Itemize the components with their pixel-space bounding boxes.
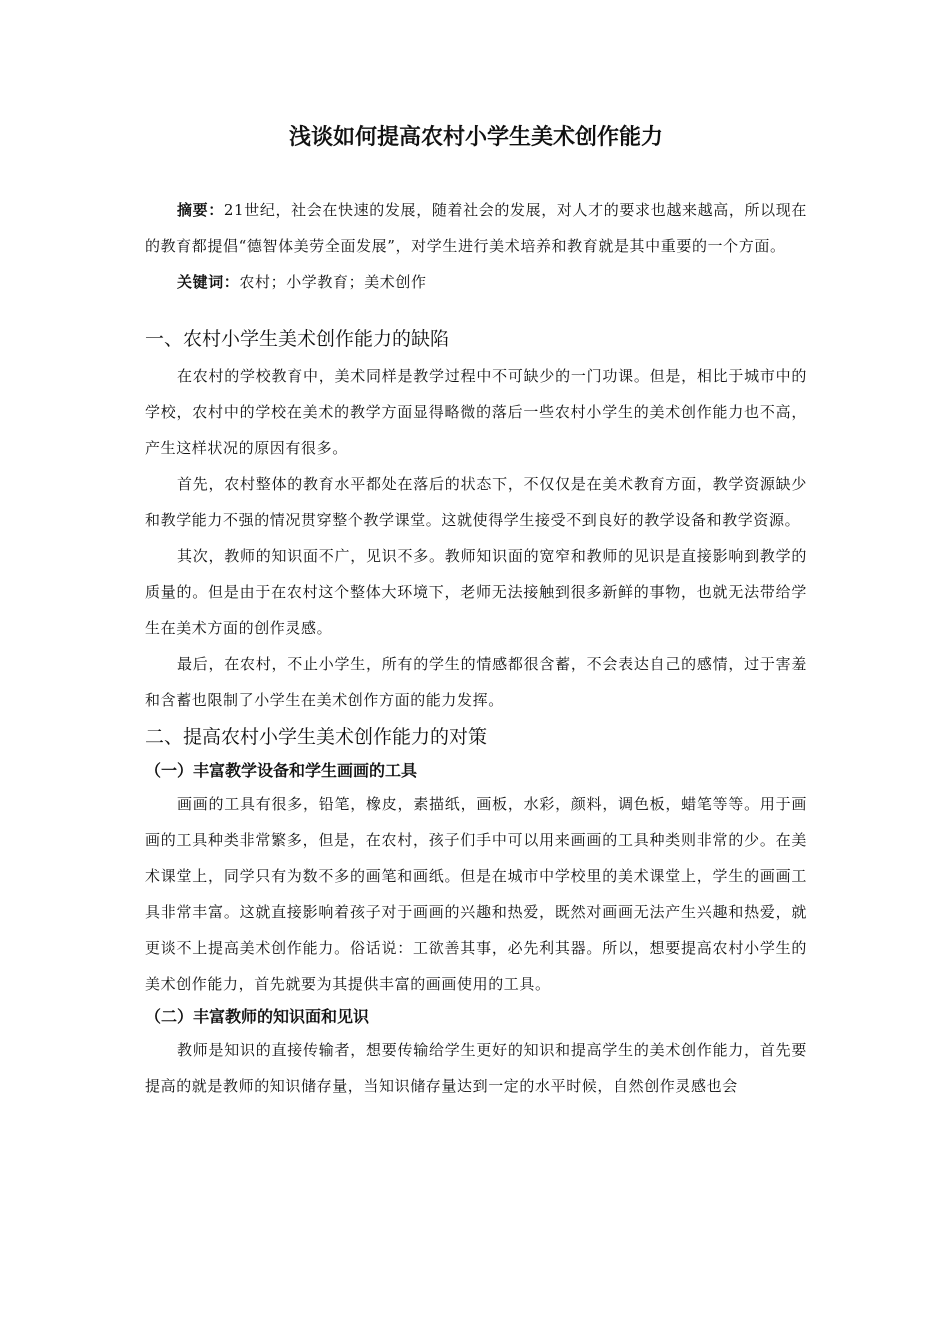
section-1-heading: 一、农村小学生美术创作能力的缺陷	[145, 328, 450, 350]
section-1-paragraph: 其次，教师的知识面不广，见识不多。教师知识面的宽窄和教师的见识是直接影响到教学的质量的。但是由于在农村这个整体大环境下，老师无法接触到很多新鲜的事物，也就无法带给学生在美术方面的创作灵感。	[145, 547, 807, 637]
subsection-2-1-paragraph: 画画的工具有很多，铅笔，橡皮，素描纸，画板，水彩，颜料，调色板，蜡笔等等。用于画画的工具种类非常繁多，但是，在农村，孩子们手中可以用来画画的工具种类则非常的少。在美术课堂上，同学只有为数不多的画笔和画纸。但是在城市中学校里的美术课堂上，学生的画画工具非常丰富。这就直接影响着孩子对于画画的兴趣和热爱，既然对画画无法产生兴趣和热爱，就更谈不上提高美术创作能力。俗话说：工欲善其事，必先利其器。所以，想要提高农村小学生的美术创作能力，首先就要为其提供丰富的画画使用的工具。	[145, 795, 807, 993]
section-2-heading: 二、提高农村小学生美术创作能力的对策	[145, 726, 488, 748]
section-1-paragraph: 在农村的学校教育中，美术同样是教学过程中不可缺少的一门功课。但是，相比于城市中的学校，农村中的学校在美术的教学方面显得略微的落后一些农村小学生的美术创作能力也不高，产生这样状况的原因有很多。	[145, 367, 807, 457]
subsection-2-1-heading: （一）丰富教学设备和学生画画的工具	[145, 761, 418, 780]
abstract-label: 摘要：	[177, 201, 224, 219]
section-1-paragraph: 最后，在农村，不止小学生，所有的学生的情感都很含蓄，不会表达自己的感情，过于害羞和含蓄也限制了小学生在美术创作方面的能力发挥。	[145, 655, 807, 709]
keywords-text: 农村；小学教育；美术创作	[239, 273, 427, 291]
abstract-paragraph	[145, 192, 807, 264]
keywords-label: 关键词：	[177, 273, 240, 291]
subsection-2-2-heading: （二）丰富教师的知识面和见识	[145, 1007, 370, 1026]
section-1-paragraph: 首先，农村整体的教育水平都处在落后的状态下，不仅仅是在美术教育方面，教学资源缺少和教学能力不强的情况贯穿整个教学课堂。这就使得学生接受不到良好的教学设备和教学资源。	[145, 475, 807, 529]
document-title: 浅谈如何提高农村小学生美术创作能力	[288, 125, 663, 150]
document-body	[145, 118, 807, 1104]
abstract-text: 21世纪，社会在快速的发展，随着社会的发展，对人才的要求也越来越高，所以现在的教育都提倡“德智体美劳全面发展”，对学生进行美术培养和教育就是其中重要的一个方面。	[145, 201, 807, 255]
keywords-paragraph	[145, 264, 807, 300]
subsection-2-2-paragraph: 教师是知识的直接传输者，想要传输给学生更好的知识和提高学生的美术创作能力，首先要提高的就是教师的知识储存量，当知识储存量达到一定的水平时候，自然创作灵感也会	[145, 1041, 807, 1095]
